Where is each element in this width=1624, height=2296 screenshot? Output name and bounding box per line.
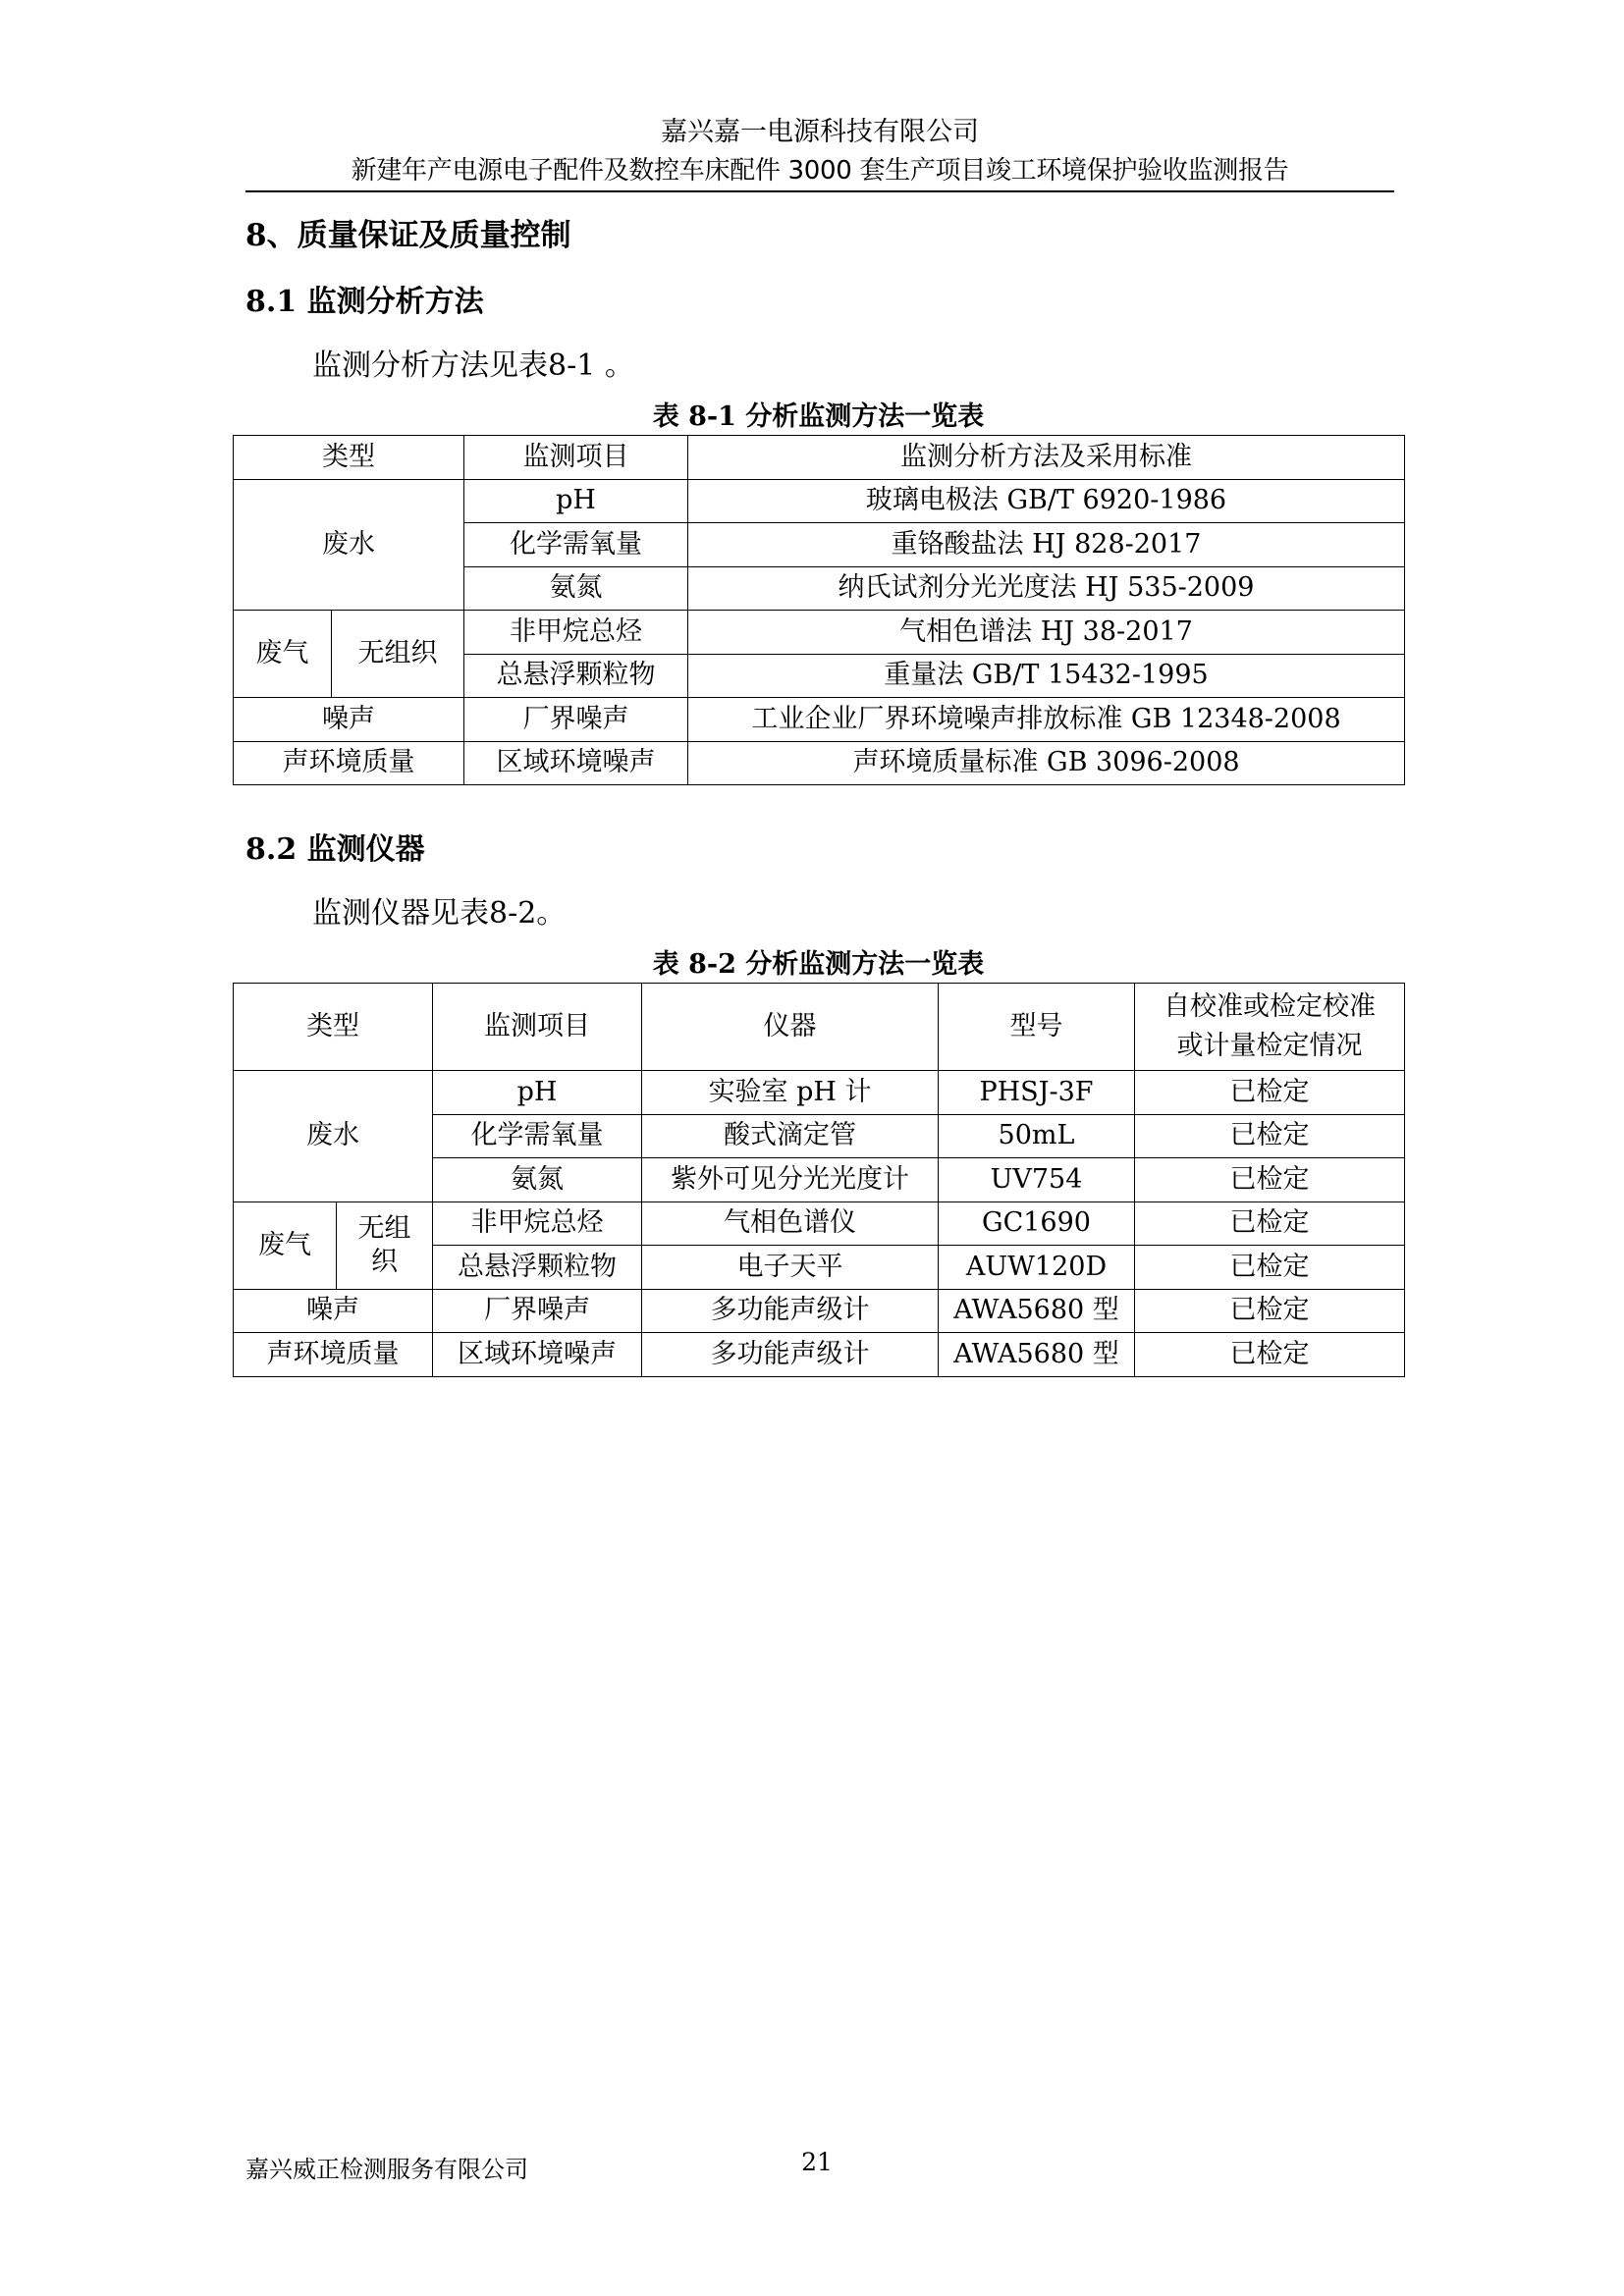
section-title: 8、质量保证及质量控制 xyxy=(245,218,571,253)
method-cell: 纳氏试剂分光光度法 HJ 535-2009 xyxy=(688,566,1405,611)
item-cell: 区域环境噪声 xyxy=(464,741,688,785)
status-cell: 已检定 xyxy=(1135,1333,1405,1377)
item-cell: 非甲烷总烃 xyxy=(464,611,688,655)
method-cell: 工业企业厂界环境噪声排放标准 GB 12348-2008 xyxy=(688,698,1405,742)
model-cell: AWA5680 型 xyxy=(939,1289,1135,1333)
method-cell: 重量法 GB/T 15432-1995 xyxy=(688,654,1405,698)
type-cell: 废水 xyxy=(234,479,464,611)
status-cell: 已检定 xyxy=(1135,1289,1405,1333)
table2-caption: 表 8-2 分析监测方法一览表 xyxy=(652,949,985,980)
instrument-cell: 紫外可见分光光度计 xyxy=(642,1158,939,1202)
header-company: 嘉兴嘉一电源科技有限公司 xyxy=(661,117,979,147)
subtype-line: 无组 xyxy=(357,1212,411,1244)
item-cell: 区域环境噪声 xyxy=(433,1333,642,1377)
type-cell: 声环境质量 xyxy=(234,1333,433,1377)
instrument-cell: 电子天平 xyxy=(642,1246,939,1290)
table-row xyxy=(234,611,1405,655)
table-row xyxy=(234,1071,1405,1115)
model-cell: AWA5680 型 xyxy=(939,1333,1135,1377)
item-cell: 化学需氧量 xyxy=(464,523,688,567)
table-row xyxy=(234,479,1405,523)
type-cell: 噪声 xyxy=(234,1289,433,1333)
item-cell: 总悬浮颗粒物 xyxy=(433,1246,642,1290)
subtype-cell xyxy=(337,1201,433,1289)
table1-caption: 表 8-1 分析监测方法一览表 xyxy=(652,401,985,432)
intro-8-2: 监测仪器见表8-2。 xyxy=(312,896,567,931)
item-cell: 氨氮 xyxy=(433,1158,642,1202)
header-line: 或计量检定情况 xyxy=(1176,1031,1363,1061)
item-cell: pH xyxy=(433,1071,642,1115)
header-cell: 监测分析方法及采用标准 xyxy=(688,436,1405,480)
table-row xyxy=(234,1201,1405,1246)
item-cell: 氨氮 xyxy=(464,566,688,611)
instrument-cell: 多功能声级计 xyxy=(642,1289,939,1333)
header-rule xyxy=(245,190,1394,192)
type-cell: 噪声 xyxy=(234,698,464,742)
header-report-title: 新建年产电源电子配件及数控车床配件 3000 套生产项目竣工环境保护验收监测报告 xyxy=(351,156,1289,186)
header-cell xyxy=(1135,984,1405,1071)
model-cell: GC1690 xyxy=(939,1201,1135,1246)
status-cell: 已检定 xyxy=(1135,1071,1405,1115)
footer-company: 嘉兴威正检测服务有限公司 xyxy=(245,2156,528,2183)
table-row xyxy=(234,1289,1405,1333)
item-cell: pH xyxy=(464,479,688,523)
table-row xyxy=(234,741,1405,785)
item-cell: 厂界噪声 xyxy=(464,698,688,742)
type-cell: 声环境质量 xyxy=(234,741,464,785)
model-cell: 50mL xyxy=(939,1114,1135,1158)
type-cell: 废气 xyxy=(234,1201,337,1289)
table-8-1 xyxy=(233,435,1405,785)
table-header-row xyxy=(234,984,1405,1071)
item-cell: 化学需氧量 xyxy=(433,1114,642,1158)
method-cell: 气相色谱法 HJ 38-2017 xyxy=(688,611,1405,655)
table-8-2 xyxy=(233,983,1405,1377)
instrument-cell: 酸式滴定管 xyxy=(642,1114,939,1158)
item-cell: 厂界噪声 xyxy=(433,1289,642,1333)
model-cell: AUW120D xyxy=(939,1246,1135,1290)
item-cell: 非甲烷总烃 xyxy=(433,1201,642,1246)
status-cell: 已检定 xyxy=(1135,1246,1405,1290)
header-cell: 型号 xyxy=(939,984,1135,1071)
table-row xyxy=(234,1333,1405,1377)
status-cell: 已检定 xyxy=(1135,1201,1405,1246)
method-cell: 声环境质量标准 GB 3096-2008 xyxy=(688,741,1405,785)
header-cell: 监测项目 xyxy=(433,984,642,1071)
instrument-cell: 实验室 pH 计 xyxy=(642,1071,939,1115)
header-cell: 监测项目 xyxy=(464,436,688,480)
status-cell: 已检定 xyxy=(1135,1114,1405,1158)
item-cell: 总悬浮颗粒物 xyxy=(464,654,688,698)
header-cell: 类型 xyxy=(234,436,464,480)
type-cell: 废水 xyxy=(234,1071,433,1202)
type-cell: 废气 xyxy=(234,611,332,698)
subtype-line: 织 xyxy=(371,1246,398,1277)
subsection-title-8-2: 8.2 监测仪器 xyxy=(245,832,425,867)
page-number: 21 xyxy=(801,2148,833,2176)
status-cell: 已检定 xyxy=(1135,1158,1405,1202)
intro-8-1: 监测分析方法见表8-1 。 xyxy=(312,348,634,383)
method-cell: 重铬酸盐法 HJ 828-2017 xyxy=(688,523,1405,567)
header-cell: 仪器 xyxy=(642,984,939,1071)
subsection-title-8-1: 8.1 监测分析方法 xyxy=(245,285,484,319)
table-header-row xyxy=(234,436,1405,480)
subtype-cell: 无组织 xyxy=(332,611,464,698)
instrument-cell: 气相色谱仪 xyxy=(642,1201,939,1246)
model-cell: PHSJ-3F xyxy=(939,1071,1135,1115)
page-header xyxy=(245,113,1394,189)
table-row xyxy=(234,698,1405,742)
header-cell: 类型 xyxy=(234,984,433,1071)
model-cell: UV754 xyxy=(939,1158,1135,1202)
header-line: 自校准或检定校准 xyxy=(1164,991,1376,1022)
instrument-cell: 多功能声级计 xyxy=(642,1333,939,1377)
method-cell: 玻璃电极法 GB/T 6920-1986 xyxy=(688,479,1405,523)
